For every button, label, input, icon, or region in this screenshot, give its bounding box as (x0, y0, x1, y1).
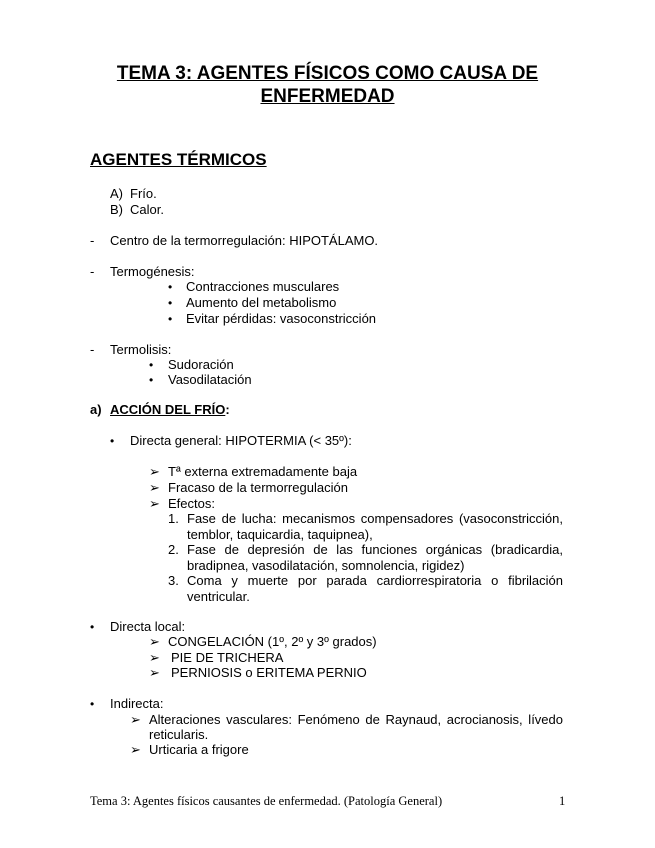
efecto-line: Fase de lucha: mecanismos compensadores (vasoconstricción, (187, 511, 563, 526)
dash-marker: - (90, 342, 95, 357)
bullet-icon: • (168, 312, 173, 326)
list-item: Fracaso de la termorregulación (168, 480, 348, 495)
arrow-bullet-icon: ➢ (149, 634, 160, 649)
list-item: CONGELACIÓN (1º, 2º y 3º grados) (168, 634, 377, 649)
efecto-line: Fase de depresión de las funciones orgánicas (bradicardia, (187, 542, 563, 557)
section-heading: AGENTES TÉRMICOS (90, 150, 267, 169)
subsection-marker: a) (90, 402, 102, 417)
centro-text: Centro de la termorregulación: HIPOTÁLAMO. (110, 233, 379, 248)
list-item: Vasodilatación (168, 372, 252, 387)
page-title (60, 62, 595, 108)
subsection-colon: : (225, 402, 230, 417)
arrow-bullet-icon: ➢ (149, 650, 160, 665)
list-item: Alteraciones vasculares: Fenómeno de Raynaud, acrocianosis, lívedo (149, 712, 563, 727)
dash-marker: - (90, 233, 95, 248)
arrow-bullet-icon: ➢ (149, 464, 160, 479)
list-item: Calor. (130, 202, 164, 217)
bullet-icon: • (90, 620, 95, 634)
efecto-line: Coma y muerte por parada cardiorrespiratoria o fibrilación (187, 573, 563, 588)
list-item: PIE DE TRICHERA (171, 650, 284, 665)
arrow-bullet-icon: ➢ (130, 742, 141, 757)
subsection-title (110, 402, 230, 418)
indirecta-label: Indirecta: (110, 696, 164, 711)
title-line-2: ENFERMEDAD (260, 86, 395, 107)
dash-marker: - (90, 264, 95, 279)
list-item: Urticaria a frigore (149, 742, 249, 757)
list-item: Aumento del metabolismo (186, 295, 337, 310)
termogenesis-label: Termogénesis: (110, 264, 195, 279)
title-line-1: TEMA 3: AGENTES FÍSICOS COMO CAUSA DE (116, 63, 539, 84)
numbered-marker: 2. (168, 542, 179, 557)
bullet-icon: • (149, 373, 154, 387)
page-footer: Tema 3: Agentes físicos causantes de enfermedad. (Patología General) (90, 794, 443, 808)
list-item: Efectos: (168, 496, 215, 511)
efecto-line: ventricular. (187, 589, 250, 604)
list-item: Tª externa extremadamente baja (168, 464, 358, 479)
list-item-continuation: reticularis. (149, 727, 209, 742)
bullet-icon: • (149, 358, 154, 372)
numbered-marker: 1. (168, 511, 179, 526)
list-marker: B) (110, 202, 123, 217)
page-number: 1 (559, 794, 566, 808)
bullet-icon: • (90, 697, 95, 711)
list-item: Frío. (130, 186, 157, 201)
list-item: PERNIOSIS o ERITEMA PERNIO (171, 665, 367, 680)
bullet-icon: • (168, 296, 173, 310)
arrow-bullet-icon: ➢ (130, 712, 141, 727)
directa-general-label: Directa general: HIPOTERMIA (< 35º): (130, 433, 352, 448)
numbered-marker: 3. (168, 573, 179, 588)
bullet-icon: • (110, 434, 115, 448)
arrow-bullet-icon: ➢ (149, 496, 160, 511)
list-item: Evitar pérdidas: vasoconstricción (186, 311, 377, 326)
bullet-icon: • (168, 280, 173, 294)
list-item: Sudoración (168, 357, 234, 372)
subsection-title-text: ACCIÓN DEL FRÍO (110, 402, 226, 417)
list-item: Contracciones musculares (186, 279, 340, 294)
list-marker: A) (110, 186, 123, 201)
arrow-bullet-icon: ➢ (149, 665, 160, 680)
efecto-line: temblor, taquicardia, taquipnea), (187, 527, 373, 542)
directa-local-label: Directa local: (110, 619, 186, 634)
efecto-line: bradipnea, vasodilatación, somnolencia, rigidez) (187, 558, 465, 573)
arrow-bullet-icon: ➢ (149, 480, 160, 495)
termolisis-label: Termolisis: (110, 342, 172, 357)
